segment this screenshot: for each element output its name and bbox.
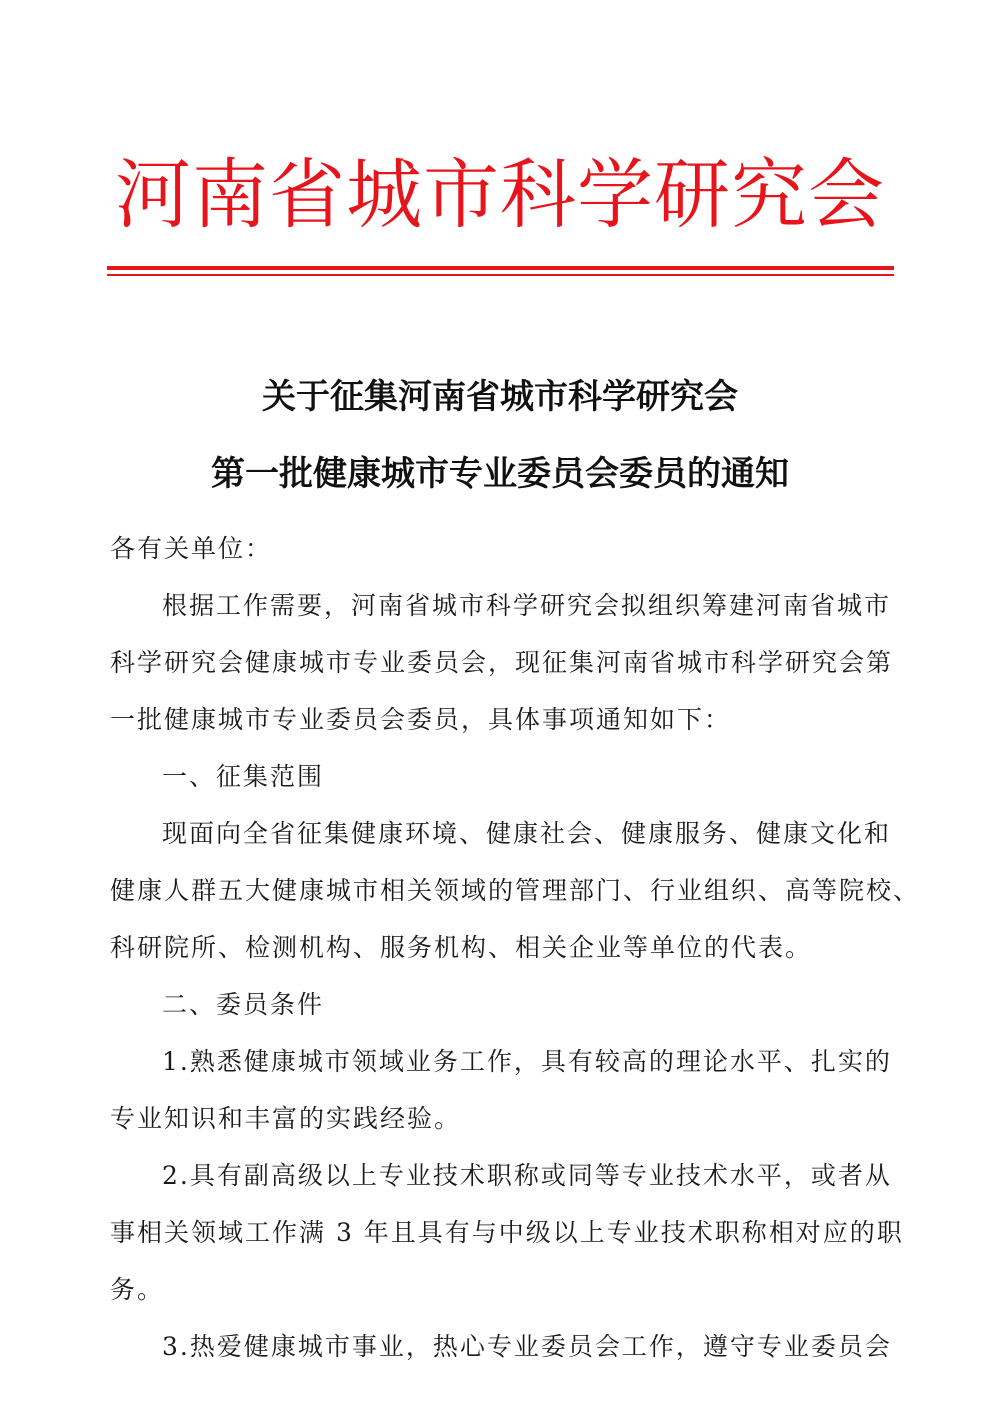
salutation: 各有关单位： (110, 534, 273, 563)
section-heading-scope: 一、征集范围 (162, 762, 325, 791)
document-title-line-2: 第一批健康城市专业委员会委员的通知 (211, 454, 789, 494)
organization-header: 河南省城市科学研究会 (115, 150, 885, 239)
paragraph-line: 一批健康城市专业委员会委员，具体事项通知如下： (110, 705, 732, 734)
list-item-line: 事相关领域工作满 3 年且具有与中级以上专业技术职称相对应的职 (110, 1218, 904, 1247)
paragraph-line: 科研院所、检测机构、服务机构、相关企业等单位的代表。 (110, 933, 813, 962)
list-item-line: 务。 (110, 1275, 165, 1304)
paragraph-line: 根据工作需要，河南省城市科学研究会拟组织筹建河南省城市 (162, 591, 892, 620)
list-item-line: 1.熟悉健康城市领域业务工作，具有较高的理论水平、扎实的 (162, 1047, 892, 1076)
list-item-line: 3.热爱健康城市事业，热心专业委员会工作，遵守专业委员会 (162, 1332, 892, 1361)
paragraph-line: 科学研究会健康城市专业委员会，现征集河南省城市科学研究会第 (110, 648, 894, 677)
header-rule-thick (107, 266, 894, 270)
list-item-line: 2.具有副高级以上专业技术职称或同等专业技术水平，或者从 (162, 1161, 892, 1190)
section-heading-conditions: 二、委员条件 (162, 990, 325, 1019)
list-item-line: 专业知识和丰富的实践经验。 (110, 1104, 462, 1133)
paragraph-line: 现面向全省征集健康环境、健康社会、健康服务、健康文化和 (162, 819, 892, 848)
header-rule-thin (107, 274, 894, 276)
paragraph-line: 健康人群五大健康城市相关领域的管理部门、行业组织、高等院校、 (110, 876, 921, 905)
document-title-line-1: 关于征集河南省城市科学研究会 (262, 377, 738, 417)
